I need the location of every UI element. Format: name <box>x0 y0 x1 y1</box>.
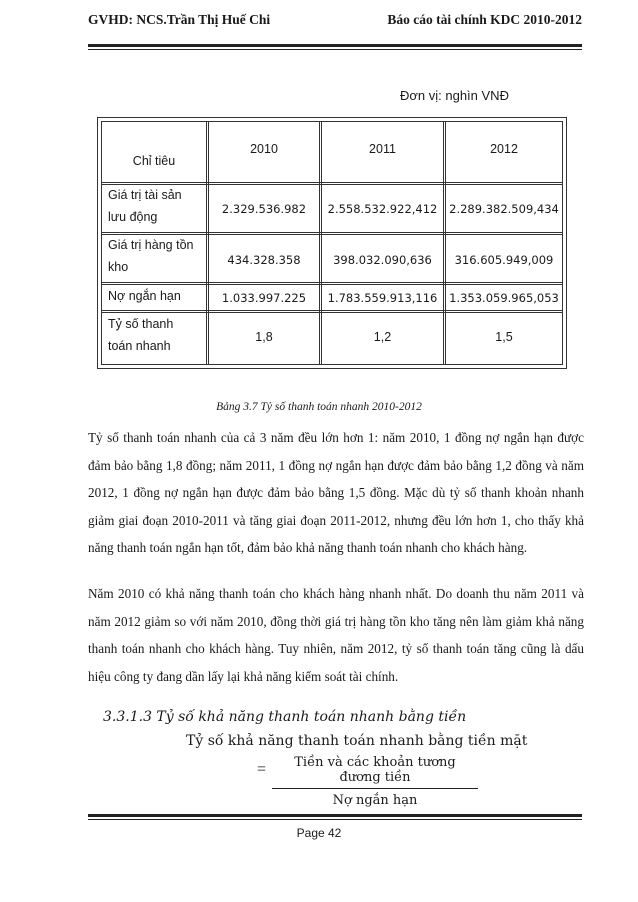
row-label: Nợ ngắn hạn <box>108 289 181 303</box>
table-cell: 1,2 <box>373 330 392 344</box>
paragraph-1: Tỷ số thanh toán nhanh của cả 3 năm đều lớn hơn 1: năm 2010, 1 đồng nợ ngắn hạn được đảm bảo bằng 1,8 đồng; năm 2011, 1 đồng nợ ngắn hạn được đảm bảo bằng 1,2 đồng và năm 2012, 1 đồng nợ ngắn hạn được đảm bảo bằng 1,5 đồng. Mặc dù tỷ số thanh khoản nhanh giảm giai đoạn 2010-2011 và tăng giai đoạn 2011-2012, nhưng đều lớn hơn 1, cho thấy khả năng thanh toán ngắn hạn tốt, đảm bảo khả năng thanh toán nhanh cho khách hàng. <box>88 430 584 555</box>
formula-equals: = <box>257 761 267 778</box>
formula-denominator: Nợ ngắn hạn <box>332 793 418 808</box>
table-divider <box>319 122 322 364</box>
header-report-title: Báo cáo tài chính KDC 2010-2012 <box>387 12 582 27</box>
header-advisor: GVHD: NCS.Trần Thị Huế Chi <box>88 12 271 27</box>
table-divider <box>443 122 446 364</box>
table-grid <box>101 121 563 365</box>
row-label: Giá trị tài sản lưu động <box>108 188 182 224</box>
table-cell: 1.033.997.225 <box>221 291 307 305</box>
formula-numerator: Tiền và các khoản tương đương tiền <box>272 755 478 789</box>
footer-rule-thin <box>88 819 582 820</box>
liquidity-table <box>97 117 567 369</box>
table-header-year-2012: 2012 <box>490 142 518 156</box>
table-cell: 1,8 <box>255 330 273 344</box>
table-header-indicator: Chỉ tiêu <box>132 154 176 168</box>
table-cell: 1,5 <box>495 330 513 344</box>
table-cell: 1.783.559.913,116 <box>327 291 438 305</box>
page-number: Page 42 <box>296 826 342 840</box>
table-cell: 2.329.536.982 <box>221 202 307 216</box>
table-header-year-2011: 2011 <box>369 142 396 156</box>
table-cell: 1.353.059.965,053 <box>449 291 559 305</box>
table-cell: 398.032.090,636 <box>333 253 432 267</box>
row-label: Giá trị hàng tồn kho <box>108 238 194 274</box>
paragraph-2: Năm 2010 có khả năng thanh toán cho khách hàng nhanh nhất. Do doanh thu năm 2011 và năm 2012 giảm so với năm 2010, đồng thời giá trị hàng tồn kho tăng nên làm giảm khả năng thanh toán nhanh cho khách hàng. Tuy nhiên, năm 2012, tỷ số thanh toán tăng cũng là dấu hiệu công ty đang dần lấy lại khả năng kiểm soát tài chính. <box>88 586 584 684</box>
table-cell: 434.328.358 <box>227 253 301 267</box>
table-cell: 2.289.382.509,434 <box>449 202 559 216</box>
subsection-heading: 3.3.1.3 Tỷ số khả năng thanh toán nhanh bằng tiền <box>103 709 467 725</box>
table-cell: 316.605.949,009 <box>454 253 554 267</box>
header-rule-thin <box>88 49 582 50</box>
formula-lhs: Tỷ số khả năng thanh toán nhanh bằng tiền mặt <box>186 733 528 749</box>
row-label: Tỷ số thanh toán nhanh <box>108 317 174 353</box>
unit-note: Đơn vị: nghìn VNĐ <box>400 88 509 103</box>
table-divider <box>206 122 209 364</box>
formula-fraction <box>272 755 478 808</box>
table-cell: 2.558.532.922,412 <box>327 202 438 216</box>
page-header <box>88 12 582 34</box>
table-header-year-2010: 2010 <box>250 142 278 156</box>
footer-rule-thick <box>88 814 582 817</box>
header-rule-thick <box>88 44 582 47</box>
table-caption: Bảng 3.7 Tỷ số thanh toán nhanh 2010-2012 <box>216 401 422 413</box>
